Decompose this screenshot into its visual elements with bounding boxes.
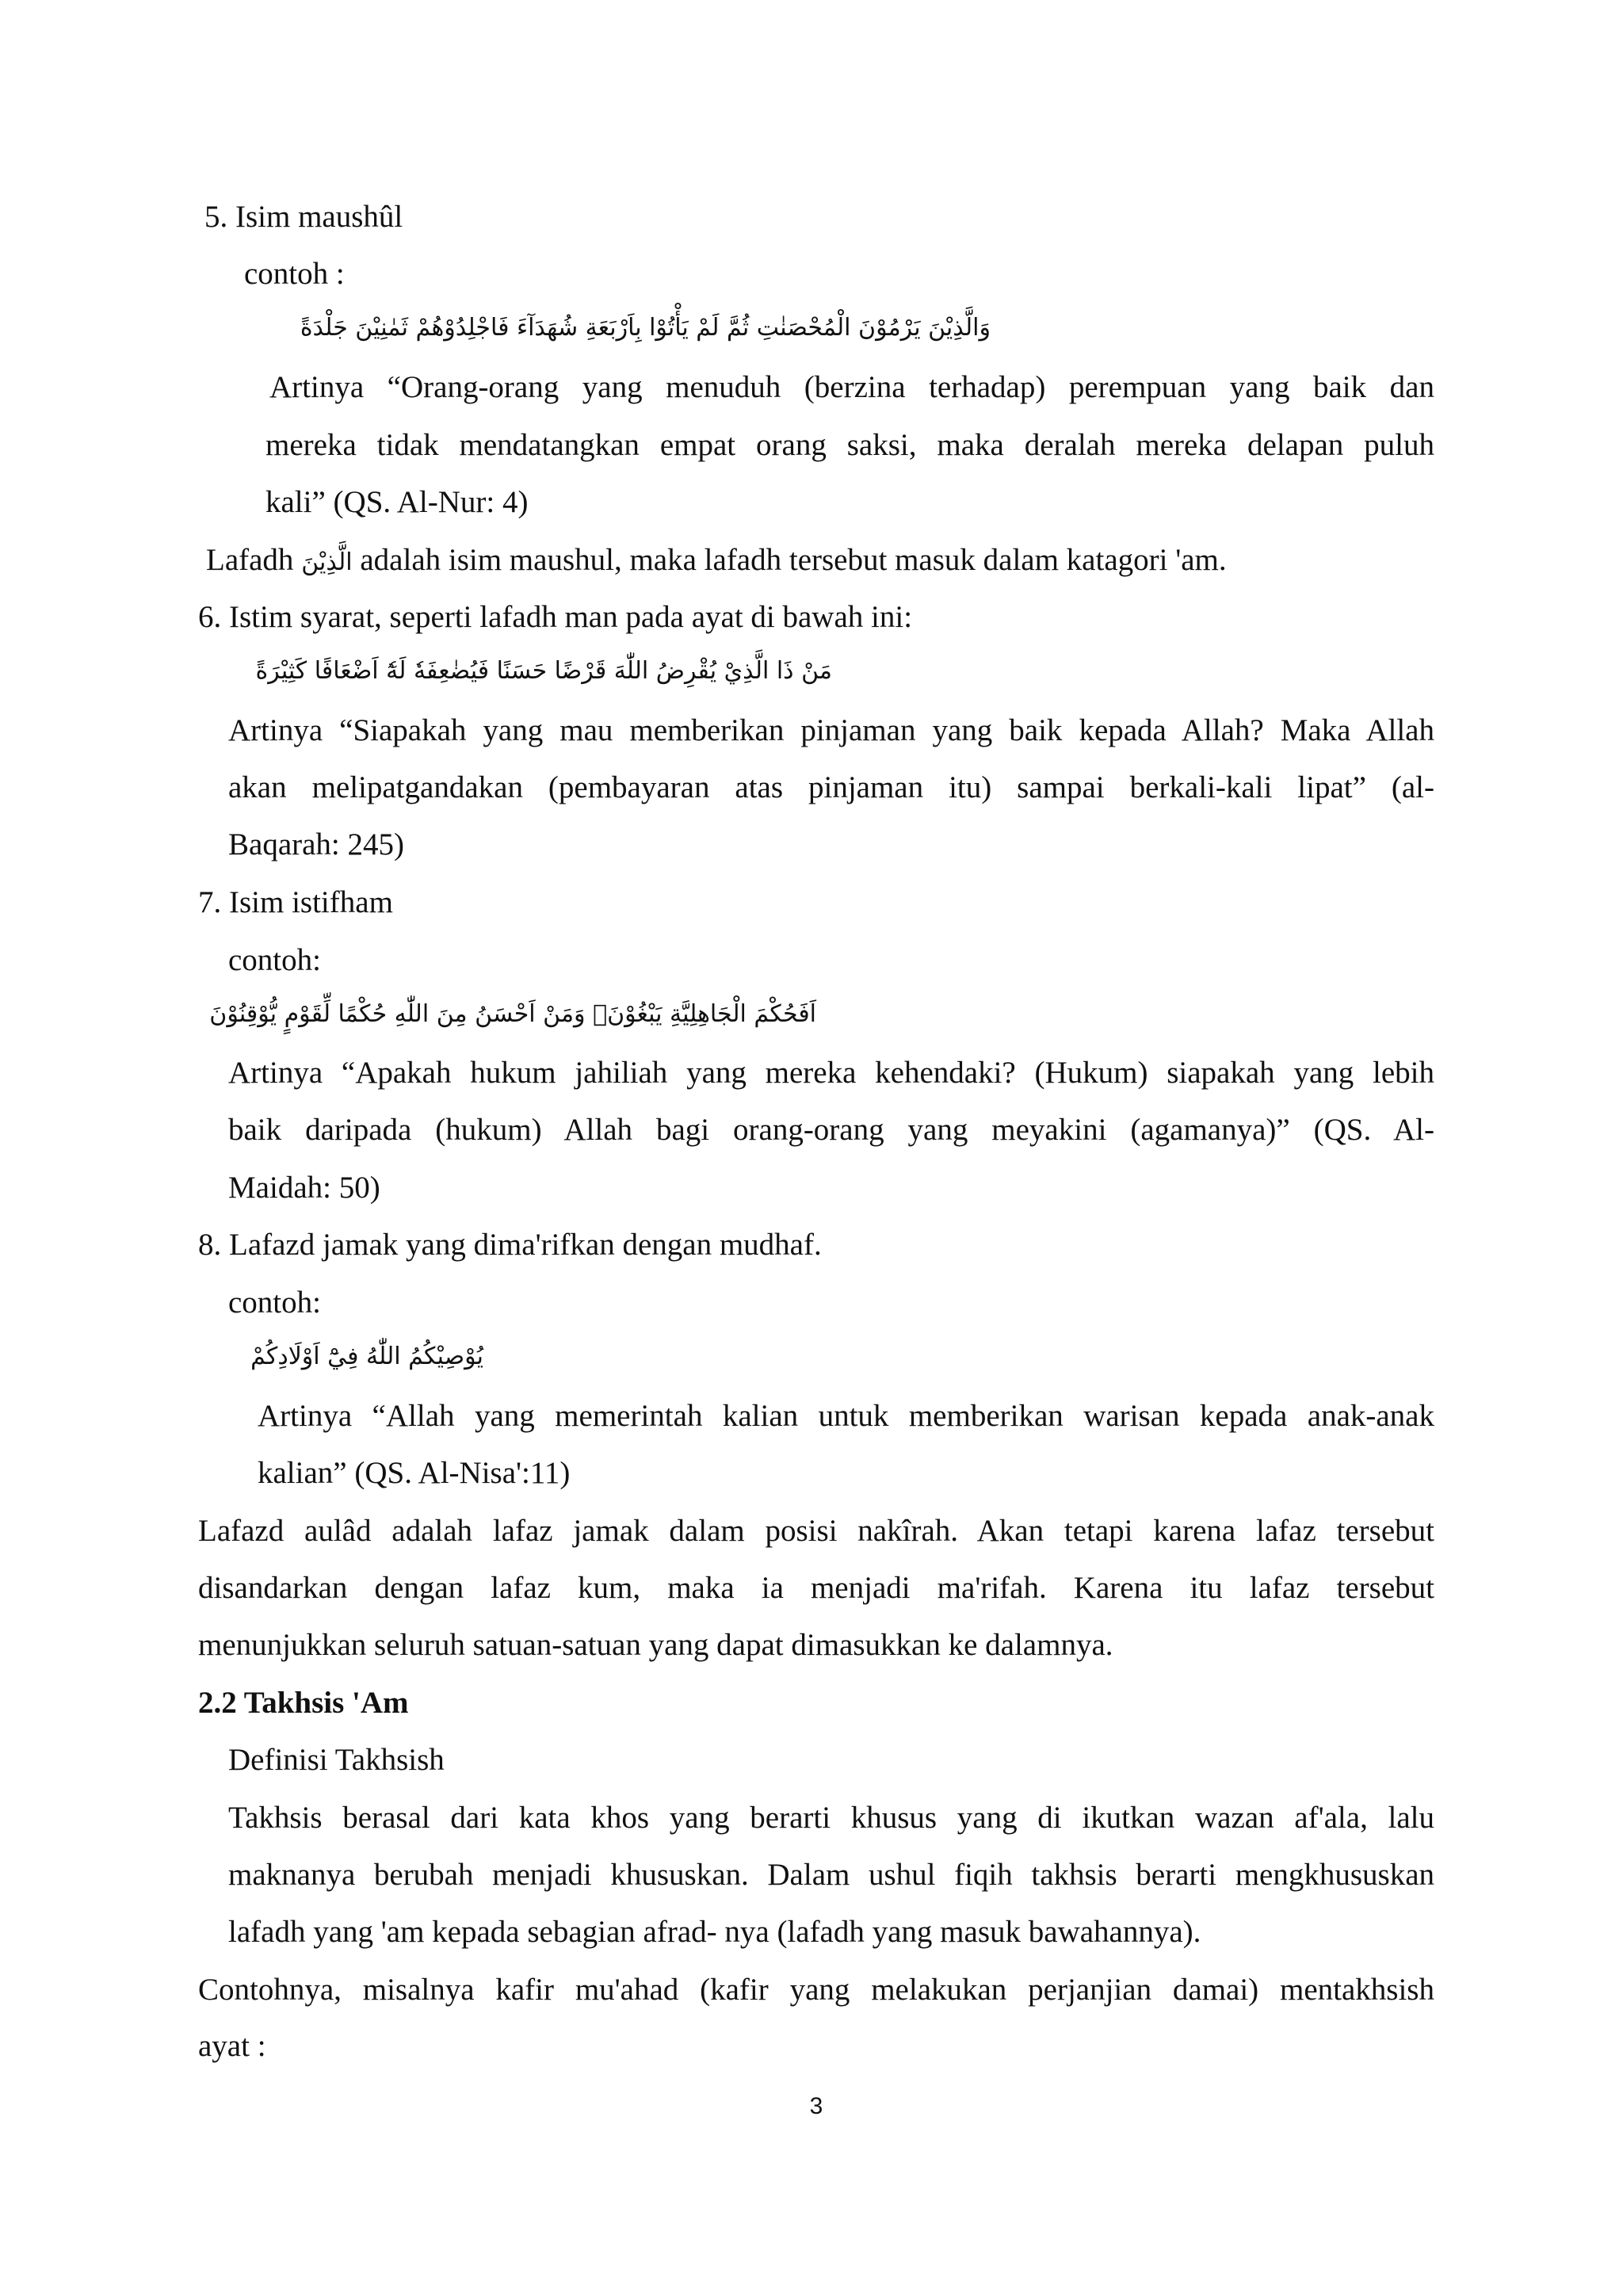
artinya-7-line-2: baik daripada (hukum) Allah bagi orang-orang yang meyakini (agamanya)” (QS. Al- (228, 1113, 1434, 1147)
takhsis-paragraph-line-2: maknanya berubah menjadi khususkan. Dalam ushul fiqih takhsis berarti mengkhususkan (228, 1858, 1434, 1892)
artinya-5-line-1: Artinya “Orang-orang yang menuduh (berzina terhadap) perempuan yang baik dan (269, 370, 1434, 404)
aulad-paragraph-line-2: disandarkan dengan lafaz kum, maka ia menjadi ma'rifah. Karena itu lafaz tersebut (198, 1571, 1434, 1605)
artinya-5-line-3: kali” (QS. Al-Nur: 4) (265, 485, 529, 519)
artinya-6-line-2: akan melipatgandakan (pembayaran atas pinjaman itu) sampai berkali-kali lipat” (al- (228, 770, 1434, 804)
page-number: 3 (809, 2093, 823, 2119)
takhsis-paragraph-line-1: Takhsis berasal dari kata khos yang berarti khusus yang di ikutkan wazan af'ala, lalu (228, 1801, 1434, 1835)
example-line-2: ayat : (198, 2029, 266, 2063)
lafadh-note-before: Lafadh (206, 543, 302, 577)
lafadh-note-after: adalah isim maushul, maka lafadh tersebut masuk dalam katagori 'am. (352, 543, 1227, 577)
example-line-1: Contohnya, misalnya kafir mu'ahad (kafir yang melakukan perjanjian damai) mentakhsish (198, 1973, 1434, 2007)
aulad-paragraph-line-3: menunjukkan seluruh satuan-satuan yang dapat dimasukkan ke dalamnya. (198, 1628, 1113, 1662)
artinya-8-line-1: Artinya “Allah yang memerintah kalian untuk memberikan warisan kepada anak-anak (258, 1399, 1434, 1433)
artinya-7-line-3: Maidah: 50) (228, 1171, 380, 1205)
list-heading-5: 5. Isim maushûl (204, 200, 403, 234)
section-heading: 2.2 Takhsis 'Am (198, 1686, 409, 1720)
arabic-verse-8: يُوْصِيْكُمُ اللّٰهُ فِيْٓ اَوْلَادِكُمْ (250, 1343, 483, 1370)
arabic-verse-7: اَفَحُكْمَ الْجَاهِلِيَّةِ يَبْغُوْنَۗ وَمَنْ اَحْسَنُ مِنَ اللّٰهِ حُكْمًا لِّقَوْمٍ يُّوْقِنُوْنَ (209, 1000, 816, 1028)
artinya-5-line-2: mereka tidak mendatangkan empat orang saksi, maka deralah mereka delapan puluh (265, 428, 1434, 462)
takhsis-paragraph-line-3: lafadh yang 'am kepada sebagian afrad- nya (lafadh yang masuk bawahannya). (228, 1915, 1201, 1949)
artinya-7-line-1: Artinya “Apakah hukum jahiliah yang mereka kehendaki? (Hukum) siapakah yang lebih (228, 1056, 1434, 1090)
arabic-verse-5: وَالَّذِيْنَ يَرْمُوْنَ الْمُحْصَنٰتِ ثُمَّ لَمْ يَأْتُوْا بِاَرْبَعَةِ شُهَدَآءَ فَاجْلِدُوْهُمْ ثَمٰنِيْنَ جَلْدَةً (300, 314, 991, 342)
contoh-label-7: contoh: (228, 943, 321, 977)
artinya-8-line-2: kalian” (QS. Al-Nisa':11) (258, 1456, 571, 1490)
aulad-paragraph-line-1: Lafazd aulâd adalah lafaz jamak dalam posisi nakîrah. Akan tetapi karena lafaz tersebut (198, 1514, 1434, 1548)
arabic-verse-6: مَنْ ذَا الَّذِيْ يُقْرِضُ اللّٰهَ قَرْضًا حَسَنًا فَيُضٰعِفَهٗ لَهٗٓ اَضْعَافًا كَثِيْرَةً (255, 657, 832, 685)
section-subtitle: Definisi Takhsish (228, 1743, 445, 1777)
artinya-6-line-3: Baqarah: 245) (228, 827, 405, 861)
list-heading-7: 7. Isim istifham (198, 885, 393, 919)
lafadh-note-arabic: الَّذِيْنَ (301, 548, 353, 576)
list-heading-6: 6. Istim syarat, seperti lafadh man pada ayat di bawah ini: (198, 600, 913, 634)
artinya-6-line-1: Artinya “Siapakah yang mau memberikan pinjaman yang baik kepada Allah? Maka Allah (228, 713, 1434, 747)
contoh-label-5: contoh : (244, 257, 345, 291)
lafadh-note (206, 541, 1227, 582)
contoh-label-8: contoh: (228, 1286, 321, 1320)
list-heading-8: 8. Lafazd jamak yang dima'rifkan dengan mudhaf. (198, 1228, 822, 1262)
